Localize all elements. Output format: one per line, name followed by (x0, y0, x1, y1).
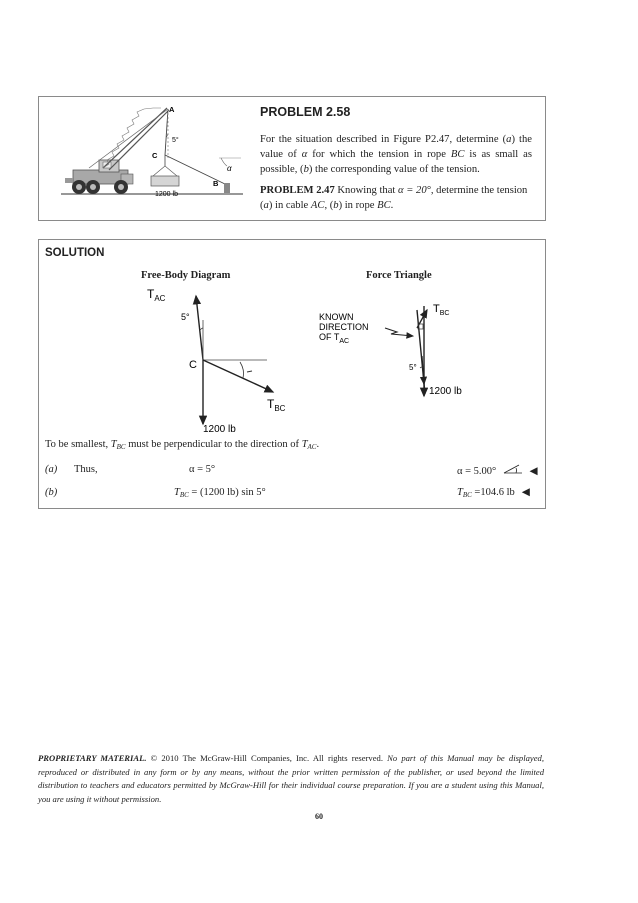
ft-known-direction: KNOWN DIRECTION OF $T_{AC}$ (319, 312, 369, 345)
solution-box (38, 239, 546, 509)
fig-weight: 1200 lb (155, 191, 178, 198)
part-a-result: α = 5.00° ◀ (457, 463, 538, 479)
smallest-statement: To be smallest, $T_{BC}$ must be perpendicular to the direction of $T_{AC}$. (45, 439, 320, 451)
part-a-thus: Thus, (74, 464, 98, 475)
part-a-label: (a) (45, 464, 58, 475)
ft-weight: 1200 lb (429, 386, 462, 397)
fig-label-c: C (152, 151, 158, 160)
fig-angle-5: 5° (172, 137, 179, 144)
problem-statement: For the situation described in Figure P2.47, determine (a) the value of α for which the tension in rope BC is as small as possible, (b) the corresponding value of the tension. (260, 134, 532, 175)
answer-marker-a: ◀ (529, 466, 538, 477)
force-triangle-title: Force Triangle (366, 270, 432, 281)
ft-angle: 5° (409, 363, 417, 372)
crane-figure (41, 98, 251, 219)
angle-direction-icon (502, 463, 524, 475)
problem-title: PROBLEM 2.58 (260, 105, 351, 119)
part-b-label: (b) (45, 487, 58, 498)
ft-t-bc: $T_{BC}$ (433, 303, 450, 317)
fig-label-b: B (213, 179, 219, 188)
problem-247-statement: PROBLEM 2.47 Knowing that α = 20°, determine the tension (a) in cable AC, (b) in rope BC. (260, 185, 528, 211)
fbd-title: Free-Body Diagram (141, 270, 231, 281)
free-body-diagram (97, 284, 297, 434)
fbd-t-ac: $T_{AC}$ (147, 287, 166, 303)
page-number: 60 (315, 812, 323, 821)
fig-label-a: A (169, 105, 175, 114)
part-b-equation: $T_{BC} = (1200$ lb) sin 5° (174, 487, 266, 499)
fbd-c-label: C (189, 359, 197, 371)
solution-label: SOLUTION (45, 247, 105, 259)
force-triangle (317, 300, 507, 410)
part-b-result: $T_{BC} =104.6$ lb ◀ (457, 487, 530, 499)
answer-marker-b: ◀ (521, 487, 530, 498)
fbd-t-bc: $T_{BC}$ (267, 397, 286, 413)
fbd-angle: 5° (181, 312, 190, 322)
proprietary-footer: PROPRIETARY MATERIAL. © 2010 The McGraw-Hill Companies, Inc. All rights reserved. No part of this Manual may be displayed, reproduced or distributed in any form or by any means, without the prior written permission of the publisher, or used beyond the limited distribution to teachers and educators permitted by McGraw-Hill for their individual course preparation. If you are a student using this Manual, you are using it without permission. (38, 753, 544, 804)
part-a-equation: α = 5° (189, 464, 216, 475)
problem-box (38, 96, 546, 221)
fbd-weight: 1200 lb (203, 424, 236, 434)
fig-alpha: α (227, 164, 232, 173)
